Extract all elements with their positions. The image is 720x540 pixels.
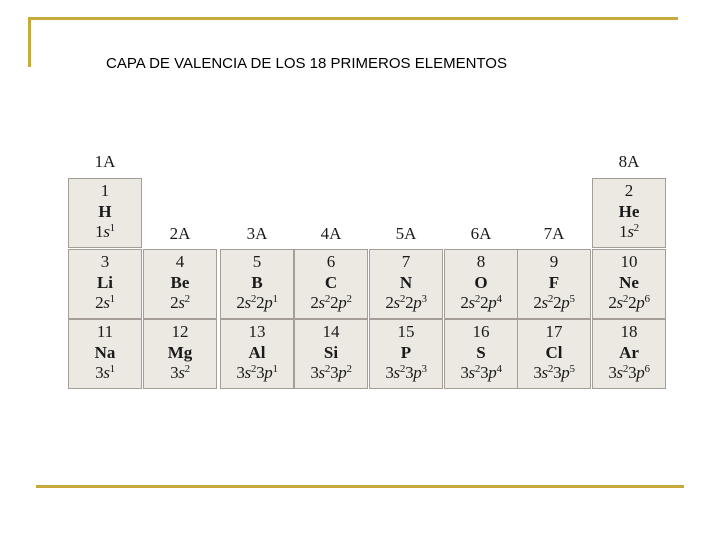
element-cell-o: [444, 249, 518, 319]
electron-count: 2: [399, 363, 406, 375]
orbital-letter: s: [103, 293, 110, 312]
shell-number: 3: [256, 363, 265, 382]
element-symbol: Ar: [619, 343, 639, 362]
electron-count: 2: [346, 363, 352, 375]
electron-count: 3: [421, 293, 427, 305]
shell-number: 3: [330, 363, 339, 382]
electron-count: 4: [496, 363, 502, 375]
electron-configuration: [144, 293, 216, 313]
shell-number: 2: [553, 293, 562, 312]
electron-configuration: [221, 293, 293, 313]
shell-number: 3: [628, 363, 637, 382]
orbital-letter: p: [338, 363, 347, 382]
shell-number: 3: [236, 363, 245, 382]
electron-count: 2: [346, 293, 352, 305]
electron-count: 2: [399, 293, 406, 305]
shell-number: 1: [619, 222, 628, 241]
electron-count: 2: [622, 363, 629, 375]
electron-count: 5: [569, 363, 575, 375]
periodic-table: [68, 148, 666, 392]
orbital-letter: s: [627, 222, 634, 241]
shell-number: 2: [628, 293, 637, 312]
atomic-number: 10: [620, 252, 638, 271]
orbital-letter: s: [468, 293, 475, 312]
atomic-number: 16: [472, 322, 490, 341]
shell-number: 3: [385, 363, 394, 382]
atomic-number: 7: [401, 252, 411, 271]
shell-number: 2: [480, 293, 489, 312]
element-cell-p: [369, 319, 443, 389]
orbital-letter: s: [616, 363, 623, 382]
atomic-number: 17: [545, 322, 563, 341]
shell-number: 2: [533, 293, 542, 312]
electron-count: 2: [547, 363, 554, 375]
element-cell-h: [68, 178, 142, 248]
electron-count: 2: [324, 363, 331, 375]
electron-count: 2: [622, 293, 629, 305]
electron-configuration: [295, 293, 367, 313]
slide-title: CAPA DE VALENCIA DE LOS 18 PRIMEROS ELEMENTOS: [106, 55, 507, 72]
electron-configuration: [144, 363, 216, 383]
group-label-1a: 1A: [94, 152, 116, 171]
group-label-3a: 3A: [246, 224, 268, 243]
atomic-number: 9: [549, 252, 559, 271]
orbital-letter: s: [541, 293, 548, 312]
element-symbol: Be: [170, 273, 190, 292]
shell-number: 2: [310, 293, 319, 312]
electron-count: 2: [547, 293, 554, 305]
element-symbol: S: [476, 343, 486, 362]
electron-count: 1: [109, 363, 115, 375]
atomic-number: 6: [326, 252, 336, 271]
element-cell-ne: [592, 249, 666, 319]
shell-number: 2: [330, 293, 339, 312]
element-cell-be: [143, 249, 217, 319]
electron-count: 2: [474, 293, 481, 305]
electron-configuration: [593, 222, 665, 242]
element-cell-n: [369, 249, 443, 319]
electron-configuration: [593, 293, 665, 313]
orbital-letter: p: [413, 293, 422, 312]
element-cell-he: [592, 178, 666, 248]
atomic-number: 14: [322, 322, 340, 341]
electron-configuration: [370, 363, 442, 383]
element-symbol: Li: [96, 273, 114, 292]
element-symbol: Si: [323, 343, 339, 362]
atomic-number: 8: [476, 252, 486, 271]
atomic-number: 2: [624, 181, 634, 200]
frame-top-rule: [28, 17, 678, 20]
electron-count: 1: [109, 293, 115, 305]
orbital-letter: s: [393, 293, 400, 312]
orbital-letter: p: [636, 293, 645, 312]
orbital-letter: p: [264, 293, 273, 312]
orbital-letter: p: [413, 363, 422, 382]
element-symbol: Na: [94, 343, 116, 362]
element-cell-ar: [592, 319, 666, 389]
element-symbol: P: [400, 343, 412, 362]
orbital-letter: p: [636, 363, 645, 382]
shell-number: 2: [405, 293, 414, 312]
frame-left-rule: [28, 17, 31, 67]
element-symbol: He: [618, 202, 640, 221]
electron-count: 2: [324, 293, 331, 305]
orbital-letter: s: [393, 363, 400, 382]
shell-number: 3: [480, 363, 489, 382]
shell-number: 3: [553, 363, 562, 382]
orbital-letter: s: [244, 363, 251, 382]
shell-number: 3: [608, 363, 617, 382]
electron-count: 2: [633, 222, 639, 234]
electron-count: 2: [474, 363, 481, 375]
orbital-letter: s: [616, 293, 623, 312]
shell-number: 2: [170, 293, 179, 312]
element-symbol: C: [324, 273, 338, 292]
element-cell-s: [444, 319, 518, 389]
element-symbol: F: [548, 273, 560, 292]
electron-count: 5: [569, 293, 575, 305]
atomic-number: 5: [252, 252, 262, 271]
electron-configuration: [445, 293, 517, 313]
group-label-7a: 7A: [543, 224, 565, 243]
electron-configuration: [593, 363, 665, 383]
electron-count: 6: [644, 363, 650, 375]
electron-configuration: [518, 363, 590, 383]
orbital-letter: s: [244, 293, 251, 312]
orbital-letter: s: [178, 363, 185, 382]
electron-configuration: [69, 222, 141, 242]
orbital-letter: p: [561, 363, 570, 382]
shell-number: 3: [533, 363, 542, 382]
electron-count: 3: [421, 363, 427, 375]
electron-configuration: [69, 363, 141, 383]
atomic-number: 15: [397, 322, 415, 341]
electron-count: 6: [644, 293, 650, 305]
shell-number: 2: [608, 293, 617, 312]
electron-configuration: [221, 363, 293, 383]
element-symbol: B: [251, 273, 263, 292]
group-label-2a: 2A: [169, 224, 191, 243]
shell-number: 2: [460, 293, 469, 312]
element-cell-c: [294, 249, 368, 319]
atomic-number: 18: [620, 322, 638, 341]
group-label-5a: 5A: [395, 224, 417, 243]
shell-number: 2: [385, 293, 394, 312]
shell-number: 3: [170, 363, 179, 382]
atomic-number: 4: [175, 252, 185, 271]
element-cell-b: [220, 249, 294, 319]
shell-number: 2: [95, 293, 104, 312]
element-symbol: Ne: [619, 273, 639, 292]
element-symbol: N: [399, 273, 413, 292]
orbital-letter: s: [103, 363, 110, 382]
orbital-letter: p: [488, 363, 497, 382]
element-cell-si: [294, 319, 368, 389]
element-cell-cl: [517, 319, 591, 389]
group-label-8a: 8A: [618, 152, 640, 171]
orbital-letter: p: [561, 293, 570, 312]
electron-count: 1: [272, 363, 278, 375]
element-symbol: O: [474, 273, 488, 292]
orbital-letter: s: [103, 222, 110, 241]
orbital-letter: p: [488, 293, 497, 312]
electron-configuration: [295, 363, 367, 383]
atomic-number: 11: [96, 322, 114, 341]
electron-configuration: [445, 363, 517, 383]
element-cell-li: [68, 249, 142, 319]
element-cell-f: [517, 249, 591, 319]
electron-configuration: [370, 293, 442, 313]
orbital-letter: s: [178, 293, 185, 312]
element-symbol: Cl: [545, 343, 563, 362]
shell-number: 2: [236, 293, 245, 312]
shell-number: 2: [256, 293, 265, 312]
electron-count: 2: [250, 293, 257, 305]
shell-number: 3: [95, 363, 104, 382]
electron-count: 1: [109, 222, 115, 234]
orbital-letter: s: [318, 293, 325, 312]
electron-count: 1: [272, 293, 278, 305]
orbital-letter: s: [541, 363, 548, 382]
electron-configuration: [518, 293, 590, 313]
element-cell-mg: [143, 319, 217, 389]
orbital-letter: p: [264, 363, 273, 382]
atomic-number: 13: [248, 322, 266, 341]
electron-count: 2: [184, 293, 190, 305]
orbital-letter: s: [468, 363, 475, 382]
shell-number: 3: [460, 363, 469, 382]
shell-number: 1: [95, 222, 104, 241]
atomic-number: 1: [100, 181, 110, 200]
electron-count: 2: [250, 363, 257, 375]
element-cell-na: [68, 319, 142, 389]
orbital-letter: p: [338, 293, 347, 312]
element-symbol: H: [98, 202, 112, 221]
group-label-6a: 6A: [470, 224, 492, 243]
electron-configuration: [69, 293, 141, 313]
orbital-letter: s: [318, 363, 325, 382]
element-symbol: Mg: [167, 343, 193, 362]
element-symbol: Al: [248, 343, 266, 362]
atomic-number: 12: [171, 322, 189, 341]
electron-count: 2: [184, 363, 190, 375]
shell-number: 3: [405, 363, 414, 382]
atomic-number: 3: [100, 252, 110, 271]
element-cell-al: [220, 319, 294, 389]
electron-count: 4: [496, 293, 502, 305]
group-label-4a: 4A: [320, 224, 342, 243]
shell-number: 3: [310, 363, 319, 382]
frame-bottom-rule: [36, 485, 684, 488]
